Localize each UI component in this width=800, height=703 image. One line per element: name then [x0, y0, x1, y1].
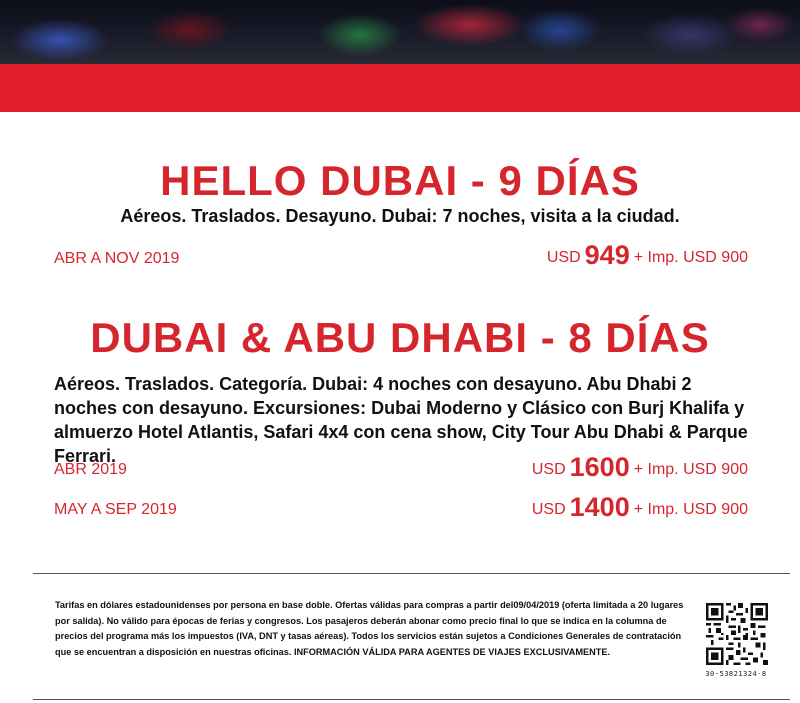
divider-bottom — [33, 699, 790, 700]
price-currency: USD — [546, 249, 581, 266]
offer-1-price-1 — [547, 240, 748, 273]
offer-2-price-2 — [532, 492, 748, 525]
offer-1-title: HELLO DUBAI - 9 DÍAS — [160, 157, 640, 204]
price-amount: 949 — [584, 240, 630, 270]
offer-2-price-1 — [532, 452, 748, 485]
price-tax: + Imp. USD 900 — [633, 501, 748, 518]
offer-1-description: Aéreos. Traslados. Desayuno. Dubai: 7 noches, visita a la ciudad. — [120, 206, 680, 226]
price-tax: + Imp. USD 900 — [633, 461, 748, 478]
divider-top — [33, 573, 790, 574]
price-amount: 1400 — [569, 492, 630, 522]
price-amount: 1600 — [569, 452, 630, 482]
qr-code-icon — [706, 603, 768, 665]
qr-code-number: 30-53821324-8 — [705, 670, 767, 678]
offer-1-period-1: ABR A NOV 2019 — [54, 250, 180, 267]
offer-2-description: Aéreos. Traslados. Categoría. Dubai: 4 noches con desayuno. Abu Dhabi 2 noches con desayuno. Excursiones: Dubai Moderno y Clásico con Burj Khalifa y almuerzo Hotel Atlantis, Safari 4x4 con cena show, City Tour Abu Dhabi & Parque Ferrari. — [54, 374, 748, 466]
price-tax: + Imp. USD 900 — [633, 249, 748, 266]
hero-banner-image — [0, 0, 800, 64]
price-currency: USD — [531, 501, 566, 518]
offer-2-period-1: ABR 2019 — [54, 461, 127, 478]
fine-print: Tarifas en dólares estadounidenses por persona en base doble. Ofertas válidas para compras a partir del09/04/2019 (oferta limitada a 20 lugares por salida). No válido para épocas de ferias y congresos. Los pasajeros deberán abonar como precio final lo que se indica en la columna de precios del programa más los impuestos (IVA, DNT y tasas aéreas). Todos los servicios están sujetos a Condiciones Generales de contratación que se encuentran a disposición en nuestras oficinas. INFORMACIÓN VÁLIDA PARA AGENTES DE VIAJES EXCLUSIVAMENTE. — [55, 600, 684, 657]
offer-2-period-2: MAY A SEP 2019 — [54, 501, 177, 518]
offer-2-title: DUBAI & ABU DHABI - 8 DÍAS — [90, 314, 710, 361]
red-band — [0, 64, 800, 112]
price-currency: USD — [531, 461, 566, 478]
